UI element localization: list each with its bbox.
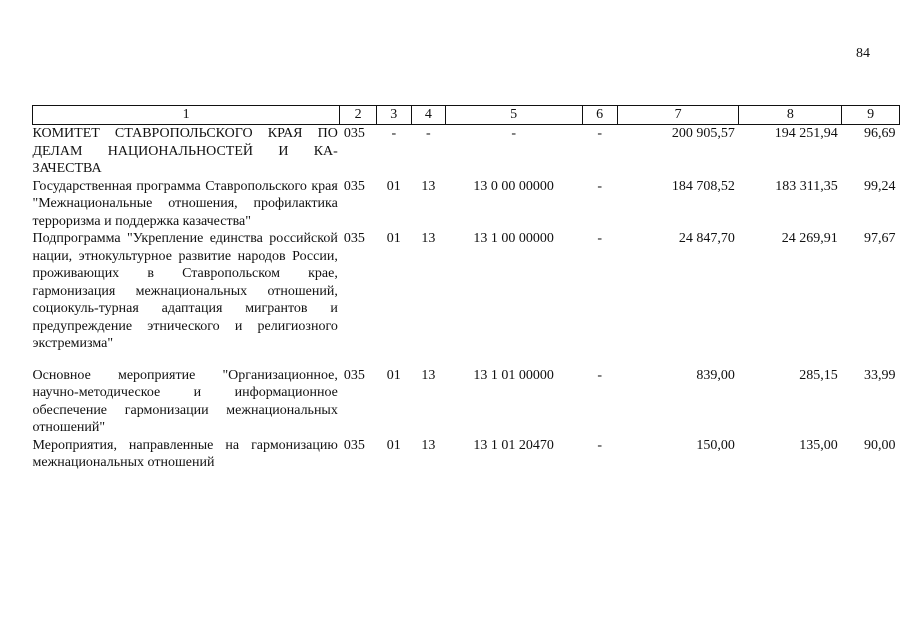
ministry-code: 035 [343,231,365,246]
expense-type-code: - [597,178,602,194]
table-row [33,230,900,353]
executed-amount: 194 251,94 [774,126,838,141]
column-header: 6 [582,106,617,125]
execution-percent: 96,69 [864,126,896,141]
ministry-code: 035 [343,367,365,383]
section-code: 01 [386,437,401,453]
table-row [33,178,900,231]
planned-amount: 200 905,57 [671,126,735,141]
expense-type-code: - [597,126,602,141]
table-row [33,125,900,178]
column-header: 7 [617,106,739,125]
target-article-code: 13 0 00 00000 [473,178,554,194]
expense-type-code: - [597,231,602,246]
row-name: КОМИТЕТ СТАВРОПОЛЬСКОГО КРАЯ ПО ДЕЛАМ НАЦИОНАЛЬНОСТЕЙ И КА-ЗАЧЕСТВА [32,126,338,176]
target-article-code: 13 1 00 00000 [473,231,554,246]
subsection-code: - [425,126,431,141]
ministry-code: 035 [343,178,365,194]
execution-percent: 90,00 [864,437,896,453]
column-header: 9 [842,106,900,125]
subsection-code: 13 [421,178,436,194]
planned-amount: 24 847,70 [678,231,735,246]
column-header: 5 [445,106,582,125]
subsection-code: 13 [421,231,436,246]
target-article-code: 13 1 01 20470 [473,437,554,453]
row-name: Подпрограмма "Укрепление единства российской нации, этнокультурное развитие народов России, проживающих в Ставропольском крае, гармонизация межнациональных отношений, социокуль-турная адаптация мигрантов и предупреждение этнического и религиозного экстремизма" [32,231,338,351]
execution-percent: 99,24 [864,178,896,194]
executed-amount: 285,15 [799,367,838,383]
row-spacer [33,353,900,367]
subsection-code: 13 [421,367,436,383]
planned-amount: 150,00 [696,437,735,453]
ministry-code: 035 [343,126,365,141]
section-code: 01 [386,367,401,383]
section-code: 01 [386,231,401,246]
table-row [33,367,900,437]
section-code: 01 [386,178,401,194]
planned-amount: 839,00 [696,367,735,383]
execution-percent: 33,99 [864,367,896,383]
column-header: 2 [340,106,376,125]
ministry-code: 035 [343,437,365,453]
budget-table [32,105,900,472]
column-header: 4 [411,106,445,125]
row-name: Государственная программа Ставропольского края "Межнациональные отношения, профилактика терроризма и поддержка казачества" [32,178,338,229]
executed-amount: 135,00 [799,437,838,453]
planned-amount: 184 708,52 [671,178,735,194]
executed-amount: 24 269,91 [781,231,838,246]
column-header: 3 [376,106,411,125]
execution-percent: 97,67 [864,231,896,246]
column-header: 1 [33,106,340,125]
expense-type-code: - [597,437,602,453]
executed-amount: 183 311,35 [775,178,838,194]
section-code: - [391,126,397,141]
row-name: Мероприятия, направленные на гармонизацию межнациональных отношений [32,437,338,470]
target-article-code: - [511,126,516,141]
header-row [33,106,900,125]
target-article-code: 13 1 01 00000 [473,367,554,383]
column-header: 8 [739,106,842,125]
table-row [33,437,900,472]
row-name: Основное мероприятие "Организационное, научно-методическое и информационное обеспечение гармонизации межнациональных отношений" [32,367,338,435]
expense-type-code: - [597,367,602,383]
subsection-code: 13 [421,437,436,453]
page-number: 84 [856,46,870,61]
